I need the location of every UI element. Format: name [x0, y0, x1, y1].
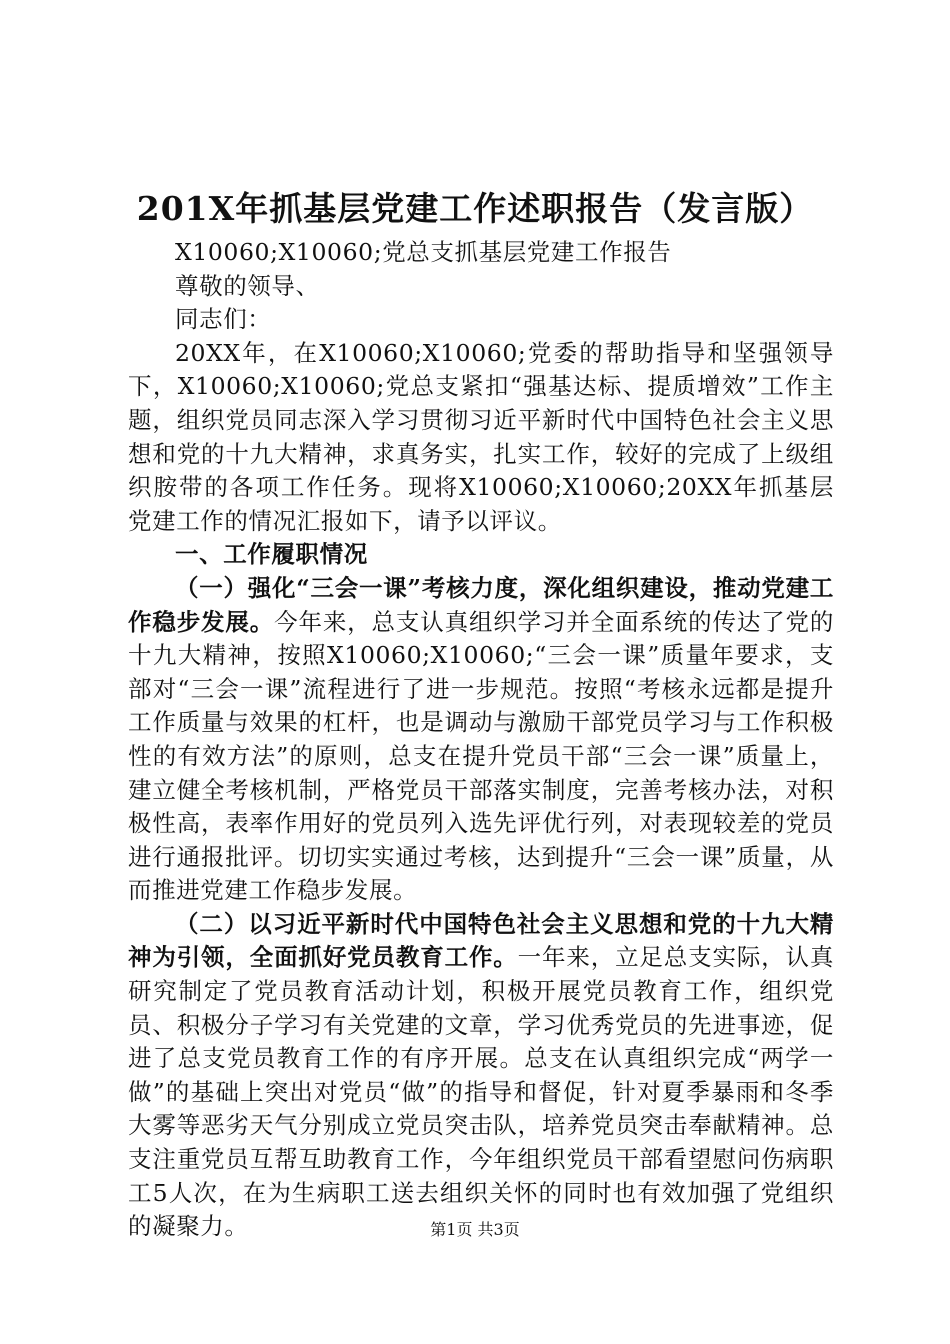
item-1-lead: （一）强化“三会一课”考核力度，深化组织建设，推动党建工作稳步发展。 [128, 573, 834, 636]
item-1-paragraph [128, 572, 834, 908]
section-heading: 一、工作履职情况 [175, 540, 368, 569]
item-2-body: 一年来，立足总支实际，认真研究制定了党员教育活动计划，积极开展党员教育工作，组织党员、积极分子学习有关党建的文章，学习优秀党员的先进事迹，促进了总支党员教育工作的有序开展。总支在认真组织完成“两学一做”的基础上突出对党员“做”的指导和督促，针对夏季暴雨和冬季大雾等恶劣天气分别成立党员突击队，培养党员突击奉献精神。总支注重党员互帮互助教育工作，今年组织党员干部看望慰问伤病职工5人次，在为生病职工送去组织关怀的同时也有效加强了党组织的凝聚力。 [128, 943, 834, 1241]
intro-paragraph: 20XX年，在X10060;X10060;党委的帮助指导和坚强领导下，X10060;X10060;党总支紧扣“强基达标、提质增效”工作主题，组织党员同志深入学习贯彻习近平新时代中国特色社会主义思想和党的十九大精神，求真务实，扎实工作，较好的完成了上级组织胺带的各项工作任务。现将X10060;X10060;20XX年抓基层党建工作的情况汇报如下，请予以评议。 [128, 338, 834, 535]
page-number-footer: 第1页 共3页 [430, 1220, 520, 1239]
salutation-leaders: 尊敬的领导、 [175, 271, 320, 300]
document-title: 201X年抓基层党建工作述职报告（发言版） [136, 189, 814, 228]
item-1-body: 今年来，总支认真组织学习并全面系统的传达了党的十九大精神，按照X10060;X10060;“三会一课”质量年要求，支部对“三会一课”流程进行了进一步规范。按照“考核永远都是提升工作质量与效果的杠杆，也是调动与激励干部党员学习与工作积极性的有效方法”的原则，总支在提升党员干部“三会一课”质量上，建立健全考核机制，严格党员干部落实制度，完善考核办法，对积极性高，表率作用好的党员列入选先评优行列，对表现较差的党员进行通报批评。切切实实通过考核，达到提升“三会一课”质量，从而推进党建工作稳步发展。 [128, 607, 834, 905]
document-body [128, 236, 834, 1244]
item-2-paragraph [128, 908, 834, 1244]
report-subtitle: X10060;X10060;党总支抓基层党建工作报告 [175, 238, 672, 266]
salutation-comrades: 同志们： [175, 305, 272, 334]
item-2-lead: （二）以习近平新时代中国特色社会主义思想和党的十九大精神为引领，全面抓好党员教育工作。 [128, 909, 834, 972]
